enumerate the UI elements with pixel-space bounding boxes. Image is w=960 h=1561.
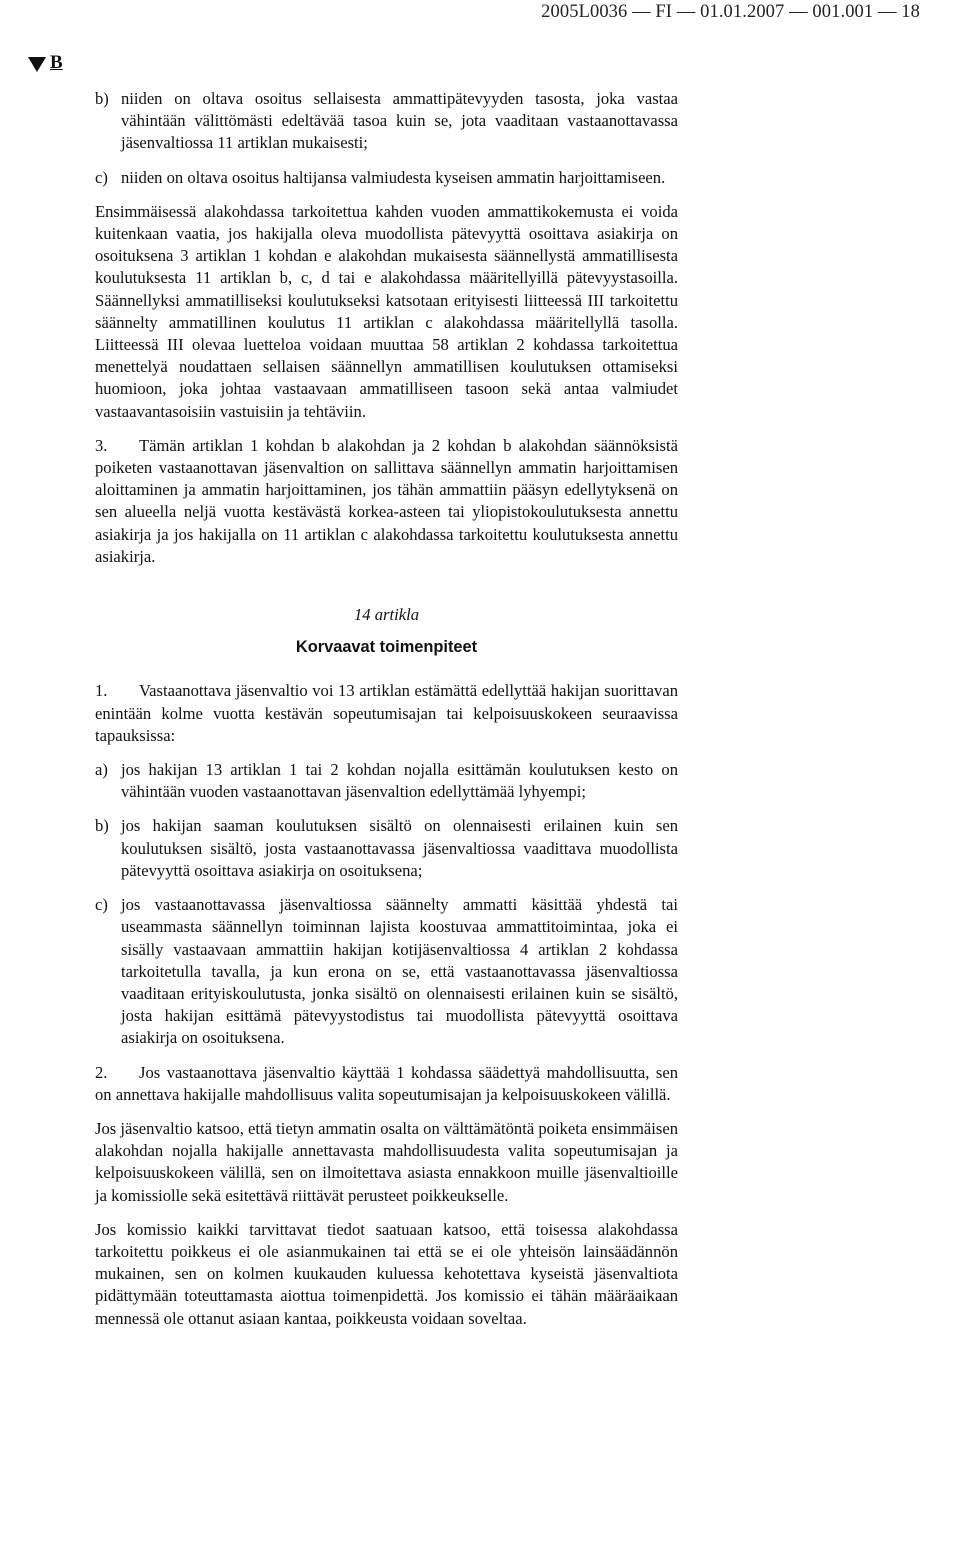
amendment-code: B	[50, 52, 63, 73]
list-item-b	[95, 815, 678, 882]
list-item-b	[95, 88, 678, 155]
paragraph-text: Jos vastaanottava jäsenvaltio käyttää 1 kohdassa säädettyä mahdollisuutta, sen on annettava hakijalle mahdollisuus valita sopeutumisajan ja kelpoisuuskokeen välillä.	[95, 1062, 678, 1104]
paragraph-number: 3.	[95, 435, 108, 455]
paragraph-number: 2.	[95, 1062, 108, 1082]
item-label: c)	[95, 895, 108, 915]
list-item-a	[95, 759, 678, 803]
item-text: niiden on oltava osoitus sellaisesta ammattipätevyyden tasosta, joka vastaa vähintään välittömästi edeltävää tasoa kuin se, jota vaaditaan vastaanottavassa jäsenvaltiossa 11 artiklan mukaisesti;	[121, 89, 678, 153]
paragraph-text: Tämän artiklan 1 kohdan b alakohdan ja 2 kohdan b alakohdan säännöksistä poiketen vastaanottavan jäsenvaltion on sallittava säännellyn ammatin harjoittamisen aloittaminen ja ammatin harjoittaminen, jos tähän ammattiin pääsyn edellytyksenä on sen alueella neljä vuotta kestävästä korkea-asteen tai yliopistokoulutuksesta annettu asiakirja ja jos hakijalla on 11 artiklan c alakohdassa tarkoitettu koulutuksesta annettu asiakirja.	[95, 435, 678, 566]
paragraph-number: 1.	[95, 681, 108, 701]
item-text: jos vastaanottavassa jäsenvaltiossa säännelty ammatti käsittää yhdestä tai useammasta säännellyn toiminnan lajista koostuvaa ammattitoimintaa, joka ei sisälly vastaavaan ammattiin hakijan kotijäsenvaltiossa 4 artiklan 2 kohdassa tarkoitetulla tavalla, ja kun erona on se, että vastaanottavassa jäsenvaltiossa vaaditaan erityiskoulutusta, jonka sisältö on olennaisesti erilainen kuin se sisältö, josta hakijan esittämä pätevyystodistus tai muodollista pätevyyttä osoittava asiakirja on osoituksena.	[121, 895, 678, 1048]
triangle-down-icon	[28, 57, 46, 72]
numbered-paragraph	[95, 1062, 678, 1106]
amendment-marker	[28, 52, 63, 74]
document-body	[95, 88, 678, 1342]
article-number: 14 artikla	[354, 605, 419, 625]
list-item-c	[95, 167, 678, 189]
item-label: b)	[95, 816, 109, 836]
numbered-paragraph	[95, 680, 678, 747]
item-text: jos hakijan 13 artiklan 1 tai 2 kohdan nojalla esittämän koulutuksen kesto on vähintään vuoden vastaanottavan jäsenvaltion edellyttämää lyhyempi;	[121, 760, 678, 802]
item-text: jos hakijan saaman koulutuksen sisältö on olennaisesti erilainen kuin sen koulutuksen sisältö, josta vastaanottavassa jäsenvaltiossa vaadittava muodollista pätevyyttä osoittava asiakirja on osoituksena;	[121, 816, 678, 880]
paragraph: Jos jäsenvaltio katsoo, että tietyn ammatin osalta on välttämätöntä poiketa ensimmäisen alakohdan nojalla hakijalle annettavasta mahdollisuudesta valita sopeutumisajan ja kelpoisuuskokeen välillä, sen on ilmoitettava asiasta ennakkoon muille jäsenvaltioille ja komissiolle sekä esitettävä riittävät perusteet poikkeukselle.	[95, 1118, 678, 1205]
item-label: a)	[95, 760, 108, 780]
item-label: b)	[95, 89, 109, 108]
numbered-paragraph	[95, 435, 678, 568]
item-text: niiden on oltava osoitus haltijansa valmiudesta kyseisen ammatin harjoittamiseen.	[121, 167, 666, 187]
article-title: Korvaavat toimenpiteet	[295, 638, 478, 657]
paragraph: Ensimmäisessä alakohdassa tarkoitettua kahden vuoden ammattikokemusta ei voida kuitenkaan vaatia, jos hakijalla oleva muodollista pätevyyttä osoittava asiakirja on osoituksena 3 artiklan 1 kohdan e alakohdan mukaisesta säännellystä ammatillisesta koulutuksesta 11 artiklan b, c, d tai e alakohdassa määritellyillä pätevyystasoilla. Säännellyksi ammatilliseksi koulutukseksi katsotaan erityisesti liitteessä III tarkoitettu säännelty ammatillinen koulutus 11 artiklan c alakohdassa määritellyllä tasolla. Liitteessä III olevaa luetteloa voidaan muuttaa 58 artiklan 2 kohdassa tarkoitettua menettelyä noudattaen sellaisen säännellyn ammatillisen koulutuksen ottamiseksi huomioon, joka johtaa vastaavaan ammatilliseen tasoon sekä antaa valmiudet vastaavantasoisiin vastuisiin ja tehtäviin.	[95, 201, 678, 421]
paragraph-text: Vastaanottava jäsenvaltio voi 13 artiklan estämättä edellyttää hakijan suorittavan enintään kolme vuotta kestävän sopeutumisajan tai kelpoisuuskokeen seuraavissa tapauksissa:	[95, 681, 678, 745]
running-header: 2005L0036 — FI — 01.01.2007 — 001.001 — 18	[541, 2, 920, 22]
list-item-c	[95, 894, 678, 1049]
item-label: c)	[95, 167, 108, 187]
paragraph: Jos komissio kaikki tarvittavat tiedot saatuaan katsoo, että toisessa alakohdassa tarkoitettu poikkeus ei ole asianmukainen tai että se ei ole yhteisön lainsäädännön mukainen, sen on kolmen kuukauden kuluessa kehotettava kyseistä jäsenvaltiota pidättymään toteuttamasta aiottua toimenpidettä. Jos komissio ei tähän määräaikaan mennessä ole ottanut asiaan kantaa, poikkeusta voidaan soveltaa.	[95, 1219, 678, 1328]
